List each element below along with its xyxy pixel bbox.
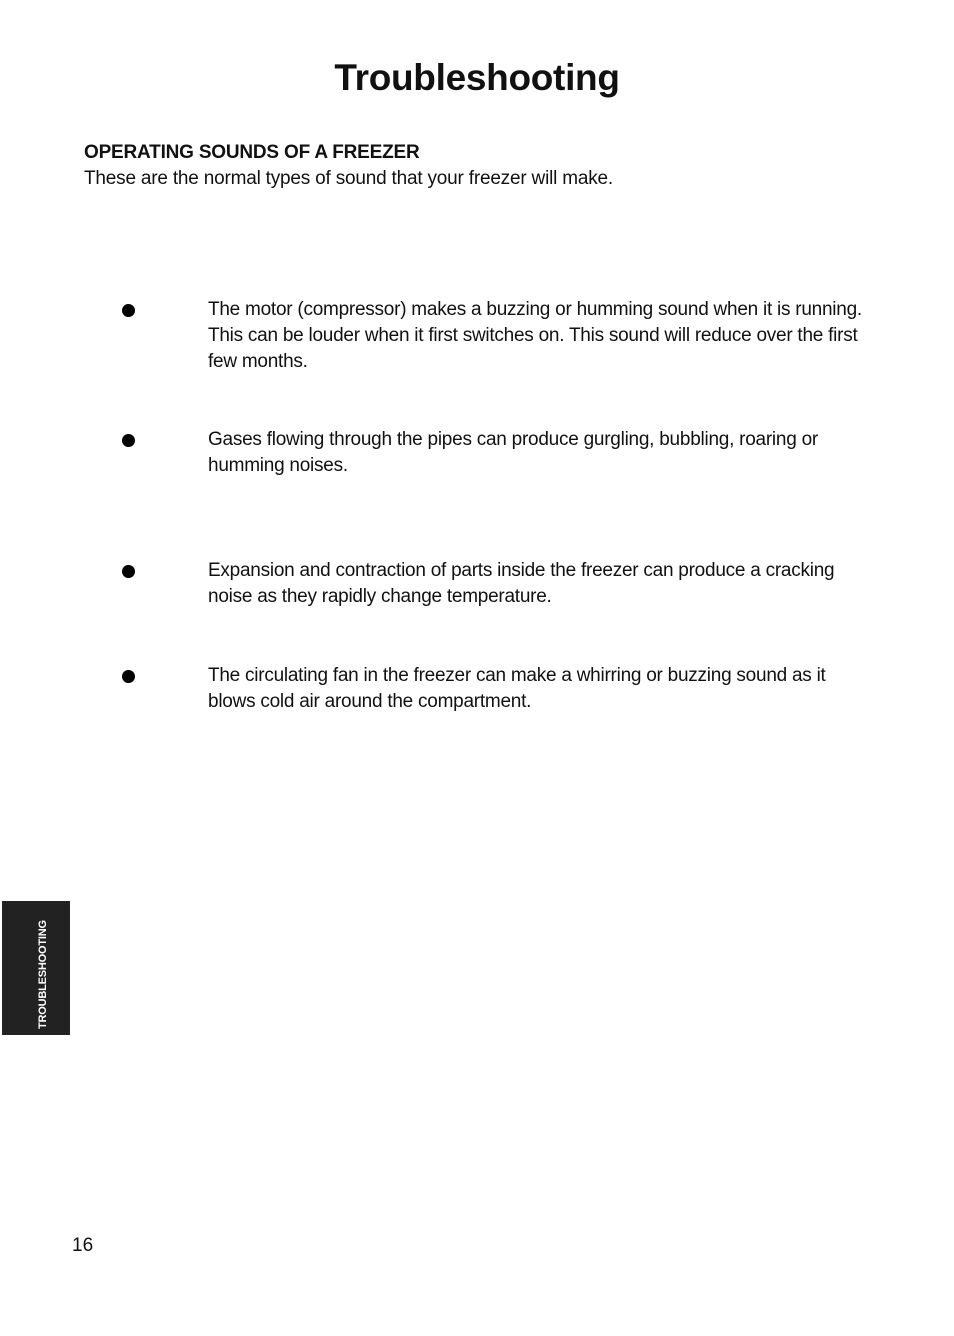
list-item-text: Expansion and contraction of parts inside the freezer can produce a cracking noise as they rapidly change temperature. — [208, 560, 835, 607]
bullet-icon — [122, 434, 135, 447]
intro-text: These are the normal types of sound that your freezer will make. — [84, 168, 613, 189]
page-number: 16 — [72, 1235, 94, 1256]
section-heading: OPERATING SOUNDS OF A FREEZER — [84, 142, 420, 163]
list-item-text: Gases flowing through the pipes can produce gurgling, bubbling, roaring or humming noises. — [208, 429, 818, 476]
list-item-text: The motor (compressor) makes a buzzing or humming sound when it is running. This can be louder when it first switches on. This sound will reduce over the first few months. — [208, 299, 862, 372]
page-title: Troubleshooting — [334, 57, 620, 98]
bullet-icon — [122, 304, 135, 317]
bullet-icon — [122, 670, 135, 683]
bullet-icon — [122, 565, 135, 578]
section-side-tab — [2, 901, 70, 1035]
list-item-text: The circulating fan in the freezer can make a whirring or buzzing sound as it blows cold air around the compartment. — [208, 665, 826, 712]
side-tab-label: TROUBLESHOOTING — [37, 920, 49, 1029]
